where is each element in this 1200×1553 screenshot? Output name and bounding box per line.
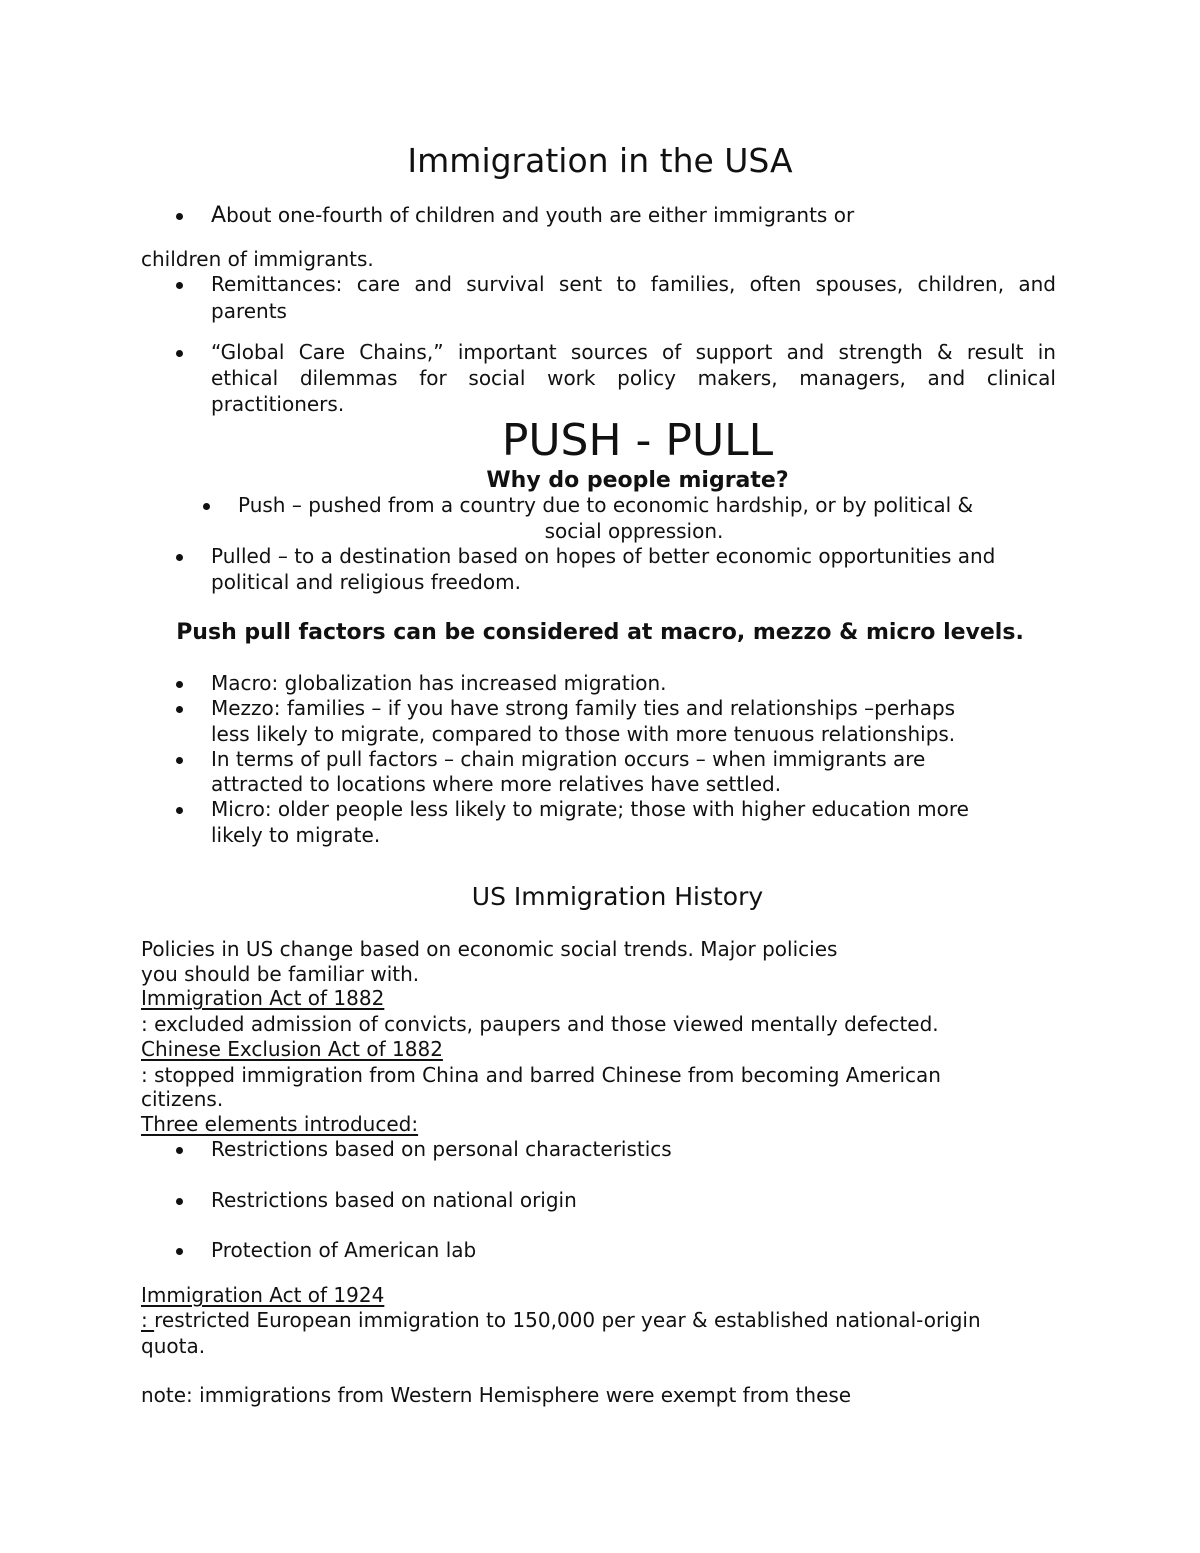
bullet-marker [176, 213, 183, 220]
bullet-marker [176, 706, 183, 713]
intro-bullet-1 [211, 203, 854, 228]
push-line-1: Push – pushed from a country due to economic hardship, or by political & [238, 493, 974, 517]
micro-line-2: likely to migrate. [211, 823, 381, 847]
pull-terms-line-1: In terms of pull factors – chain migration occurs – when immigrants are [211, 747, 926, 771]
bullet-marker [176, 807, 183, 814]
care-chains-line-2: ethical dilemmas for social work policy makers, managers, and clinical [211, 366, 1056, 390]
bullet-marker [176, 554, 183, 561]
bullet-marker [176, 350, 183, 357]
three-elements-title: Three elements introduced: [141, 1112, 419, 1136]
drop-cap-letter: A [211, 203, 227, 228]
document-title: Immigration in the USA [407, 141, 793, 180]
pull-line-2: political and religious freedom. [211, 570, 521, 594]
push-pull-heading: PUSH - PULL [501, 415, 774, 466]
why-migrate-heading: Why do people migrate? [486, 468, 789, 493]
macro-item: Macro: globalization has increased migration. [211, 671, 667, 695]
bullet-marker [176, 1248, 183, 1255]
history-heading: US Immigration History [471, 882, 764, 911]
pull-line-1: Pulled – to a destination based on hopes of better economic opportunities and [211, 544, 996, 568]
history-intro-line-2: you should be familiar with. [141, 962, 420, 986]
bullet-marker [203, 503, 210, 510]
push-line-2: social oppression. [544, 519, 724, 543]
act-1924-title: Immigration Act of 1924 [141, 1283, 385, 1307]
chinese-exclusion-line-1: : stopped immigration from China and barred Chinese from becoming American [141, 1063, 941, 1087]
act-1882-title: Immigration Act of 1882 [141, 986, 385, 1010]
bullet-marker [176, 282, 183, 289]
bullet-marker [176, 1198, 183, 1205]
care-chains-line-3: practitioners. [211, 392, 345, 416]
pull-terms-line-2: attracted to locations where more relatives have settled. [211, 772, 782, 796]
mezzo-line-1: Mezzo: families – if you have strong family ties and relationships –perhaps [211, 696, 956, 720]
intro-continuation: children of immigrants. [141, 247, 374, 271]
bullet-marker [176, 1147, 183, 1154]
micro-line-1: Micro: older people less likely to migrate; those with higher education more [211, 797, 969, 821]
intro-bullet-1-text: bout one-fourth of children and youth are either immigrants or [226, 203, 855, 227]
remittances-line-2: parents [211, 299, 287, 323]
mezzo-line-2: less likely to migrate, compared to those with more tenuous relationships. [211, 722, 956, 746]
act-1924-colon: : [141, 1308, 155, 1332]
act-1924-line-2: quota. [141, 1334, 206, 1358]
element-item: Restrictions based on personal characteristics [211, 1137, 672, 1161]
act-1924-description: restricted European immigration to 150,000 per year & established national-origin [154, 1308, 981, 1332]
hemisphere-note: note: immigrations from Western Hemisphere were exempt from these [141, 1383, 852, 1407]
element-item: Restrictions based on national origin [211, 1188, 577, 1212]
care-chains-line-1: “Global Care Chains,” important sources of support and strength & result in [211, 340, 1056, 364]
bullet-marker [176, 681, 183, 688]
factors-heading: Push pull factors can be considered at macro, mezzo & micro levels. [176, 620, 1024, 645]
history-intro-line-1: Policies in US change based on economic social trends. Major policies [141, 937, 838, 961]
act-1882-description: : excluded admission of convicts, paupers and those viewed mentally defected. [141, 1012, 939, 1036]
act-1924-line-1 [141, 1308, 981, 1333]
remittances-line-1: Remittances: care and survival sent to families, often spouses, children, and [211, 272, 1056, 296]
bullet-marker [176, 757, 183, 764]
element-item: Protection of American lab [211, 1238, 477, 1262]
chinese-exclusion-title: Chinese Exclusion Act of 1882 [141, 1037, 443, 1061]
chinese-exclusion-line-2: citizens. [141, 1087, 224, 1111]
